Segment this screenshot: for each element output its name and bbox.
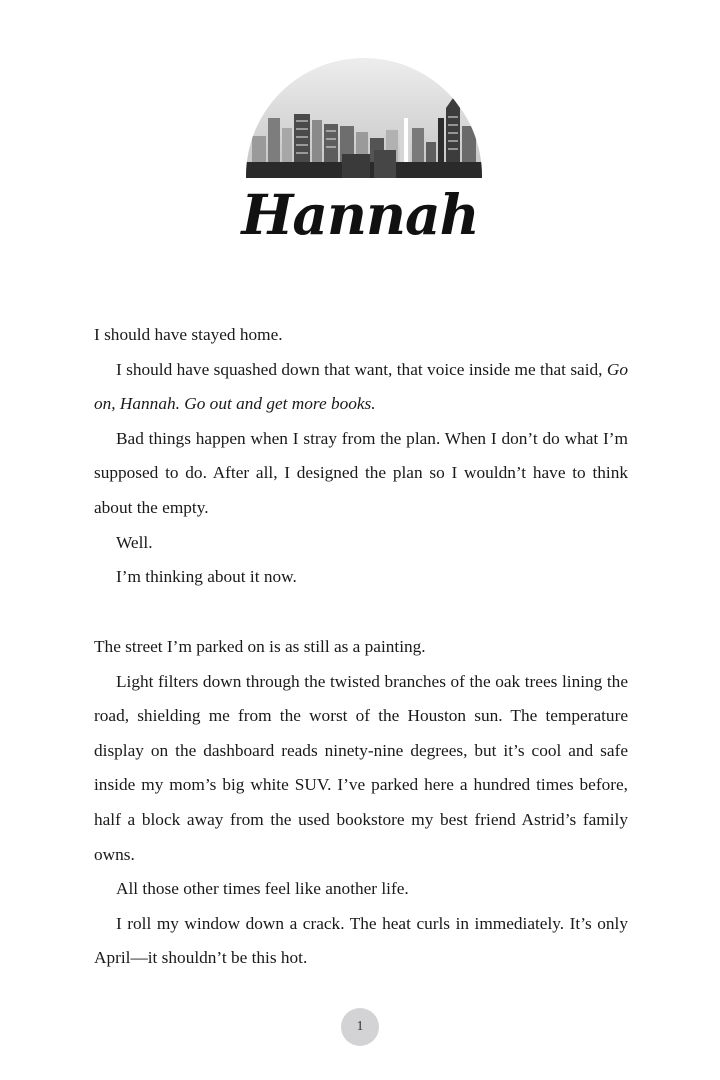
city-skyline-icon bbox=[246, 58, 482, 178]
page-number-badge bbox=[341, 1008, 379, 1046]
paragraph: The street I’m parked on is as still as a painting. bbox=[94, 637, 426, 656]
paragraph: I’m thinking about it now. bbox=[116, 567, 297, 587]
paragraph: Light filters down through the twisted branches of the oak trees lining the road, shielding me from the worst of the Houston sun. The temperature display on the dashboard reads ninety-nine degrees, but it’s cool and safe inside my mom’s big white SUV. I’ve parked here a hundred times before, half a block away from the used bookstore my best friend Astrid’s family owns. bbox=[94, 671, 628, 864]
paragraph: I should have stayed home. bbox=[94, 325, 283, 344]
paragraph: Well. bbox=[116, 532, 153, 552]
page-number: 1 bbox=[356, 1019, 364, 1034]
chapter-title: Hannah bbox=[241, 182, 479, 247]
paragraph: Bad things happen when I stray from the plan. When I don’t do what I’m supposed to do. After all, I designed the plan so I wouldn’t have to think about the empty. bbox=[94, 428, 628, 517]
paragraph-text: I should have squashed down that want, that voice inside me that said, bbox=[116, 359, 607, 379]
section-1-text bbox=[94, 318, 628, 595]
paragraph: I roll my window down a crack. The heat curls in immediately. It’s only April—it shouldn’t be this hot. bbox=[94, 913, 628, 968]
paragraph bbox=[94, 353, 628, 422]
italic-quote: Go on, Hannah. Go out and get more books. bbox=[94, 359, 628, 414]
section-2-text bbox=[94, 630, 628, 976]
paragraph: All those other times feel like another life. bbox=[116, 879, 409, 899]
